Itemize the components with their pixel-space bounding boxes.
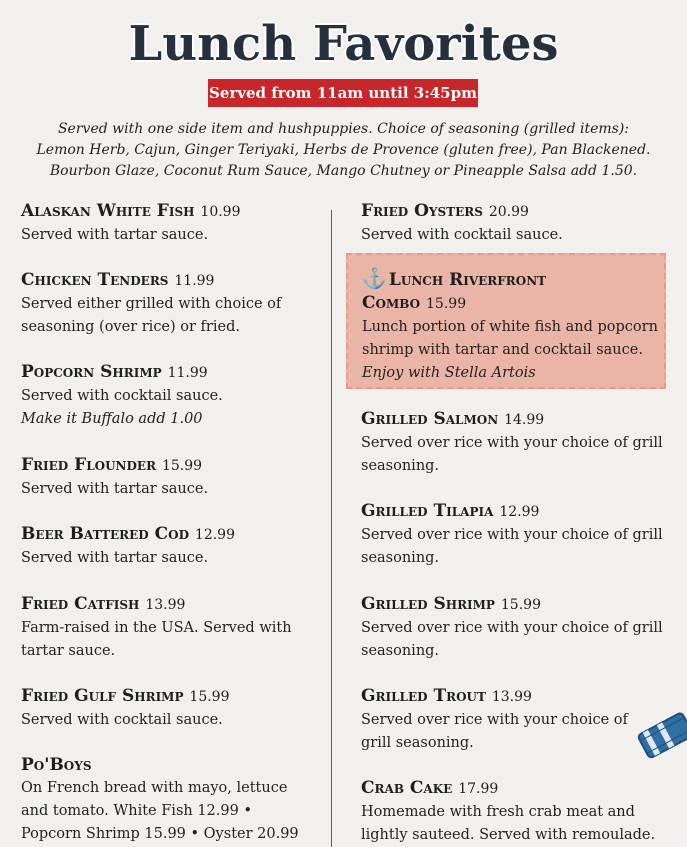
item-description: seasoning. [361,550,440,566]
item-name: Grilled Salmon 14.99 [361,409,545,429]
item-name: Fried Flounder 15.99 [21,455,203,475]
item-description: Served over rice with your choice of [361,712,628,728]
intro-line: Served with one side item and hushpuppies. Choice of seasoning (grilled items): [57,121,630,137]
menu-item-fried-oysters [361,200,677,247]
item-description: Served over rice with your choice of grill [361,435,663,451]
item-description: Popcorn Shrimp 15.99 • Oyster 20.99 [21,826,299,842]
intro-line: Bourbon Glaze, Coconut Rum Sauce, Mango Chutney or Pineapple Salsa add 1.50. [49,163,638,179]
item-description: Served over rice with your choice of grill [361,527,663,543]
item-price: 15.99 [161,458,203,474]
item-name: Po'Boys [21,755,92,775]
item-price: 12.99 [499,504,540,520]
menu-item-grilled-trout [361,685,677,755]
menu-item-fried-catfish [21,593,321,663]
item-description: Served with cocktail sauce. [21,712,223,728]
item-name: Fried Oysters 20.99 [361,201,529,221]
featured-item-name: ⚓ Lunch Riverfront [362,266,547,290]
item-description: Served either grilled with choice of [21,296,282,312]
item-price: 17.99 [458,781,499,797]
item-description: seasoning (over rice) or fried. [21,319,240,335]
item-description: shrimp with tartar and cocktail sauce. [362,342,643,358]
item-description: Lunch portion of white fish and popcorn [362,319,658,335]
item-description: Farm-raised in the USA. Served with [21,620,292,636]
item-description: Homemade with fresh crab meat and [361,804,635,820]
item-description: seasoning. [361,458,440,474]
item-name: Grilled Shrimp 15.99 [361,594,541,614]
seasoning-intro [20,119,667,182]
item-description: Served over rice with your choice of grill [361,620,663,636]
item-price: 20.99 [488,204,529,220]
intro-line: Lemon Herb, Cajun, Ginger Teriyaki, Herbs de Provence (gluten free), Pan Blackened. [36,142,651,158]
spyglass-icon [632,700,687,770]
item-description: Served with tartar sauce. [21,550,209,566]
item-name: Grilled Trout 13.99 [361,686,532,706]
item-name: Beer Battered Cod 12.99 [21,524,236,544]
item-description: tartar sauce. [21,643,116,659]
featured-item-name-line2: Combo 15.99 [362,293,467,313]
column-divider [331,210,332,847]
item-name: Alaskan White Fish 10.99 [21,201,241,221]
item-note: Enjoy with Stella Artois [362,365,536,381]
served-hours-badge: Served from 11am until 3:45pm [208,79,478,107]
item-name: Fried Catfish 13.99 [21,594,186,614]
menu-item-po-boys [21,754,321,846]
item-description: and tomato. White Fish 12.99 • [21,803,253,819]
item-price: 15.99 [426,296,467,312]
item-name: Fried Gulf Shrimp 15.99 [21,686,230,706]
item-description: seasoning. [361,643,440,659]
menu-item-chicken-tenders [21,269,321,339]
anchor-icon: ⚓ [362,266,387,290]
item-price: 15.99 [189,689,230,705]
item-name: Popcorn Shrimp 11.99 [21,362,208,382]
item-name: Chicken Tenders 11.99 [21,270,215,290]
menu-item-crab-cake [361,777,677,847]
menu-item-grilled-shrimp [361,593,677,663]
item-price: 15.99 [500,597,541,613]
menu-item-grilled-tilapia [361,500,677,570]
item-price: 12.99 [194,527,236,543]
item-price: 11.99 [167,365,208,381]
menu-item-fried-gulf-shrimp [21,685,321,732]
featured-combo-box [346,253,666,389]
item-description: Served with tartar sauce. [21,481,209,497]
menu-item-beer-battered-cod [21,523,321,570]
menu-item-fried-flounder [21,454,321,501]
item-price: 13.99 [491,689,532,705]
item-name: Grilled Tilapia 12.99 [361,501,540,521]
item-description: Served with cocktail sauce. [21,388,223,404]
item-description: lightly sauteed. Served with remoulade. [361,827,656,843]
menu-item-alaskan-white-fish [21,200,321,247]
item-description: Served with tartar sauce. [21,227,209,243]
item-description: grill seasoning. [361,735,474,751]
item-description: On French bread with mayo, lettuce [21,780,288,796]
item-price: 10.99 [200,204,241,220]
item-price: 11.99 [174,273,215,289]
menu-title: Lunch Favorites [128,16,559,72]
item-note: Make it Buffalo add 1.00 [21,411,203,427]
menu-item-popcorn-shrimp [21,361,321,431]
item-price: 14.99 [504,412,545,428]
item-description: Served with cocktail sauce. [361,227,563,243]
menu-item-grilled-salmon [361,408,677,478]
item-name: Crab Cake 17.99 [361,778,499,798]
item-price: 13.99 [145,597,186,613]
